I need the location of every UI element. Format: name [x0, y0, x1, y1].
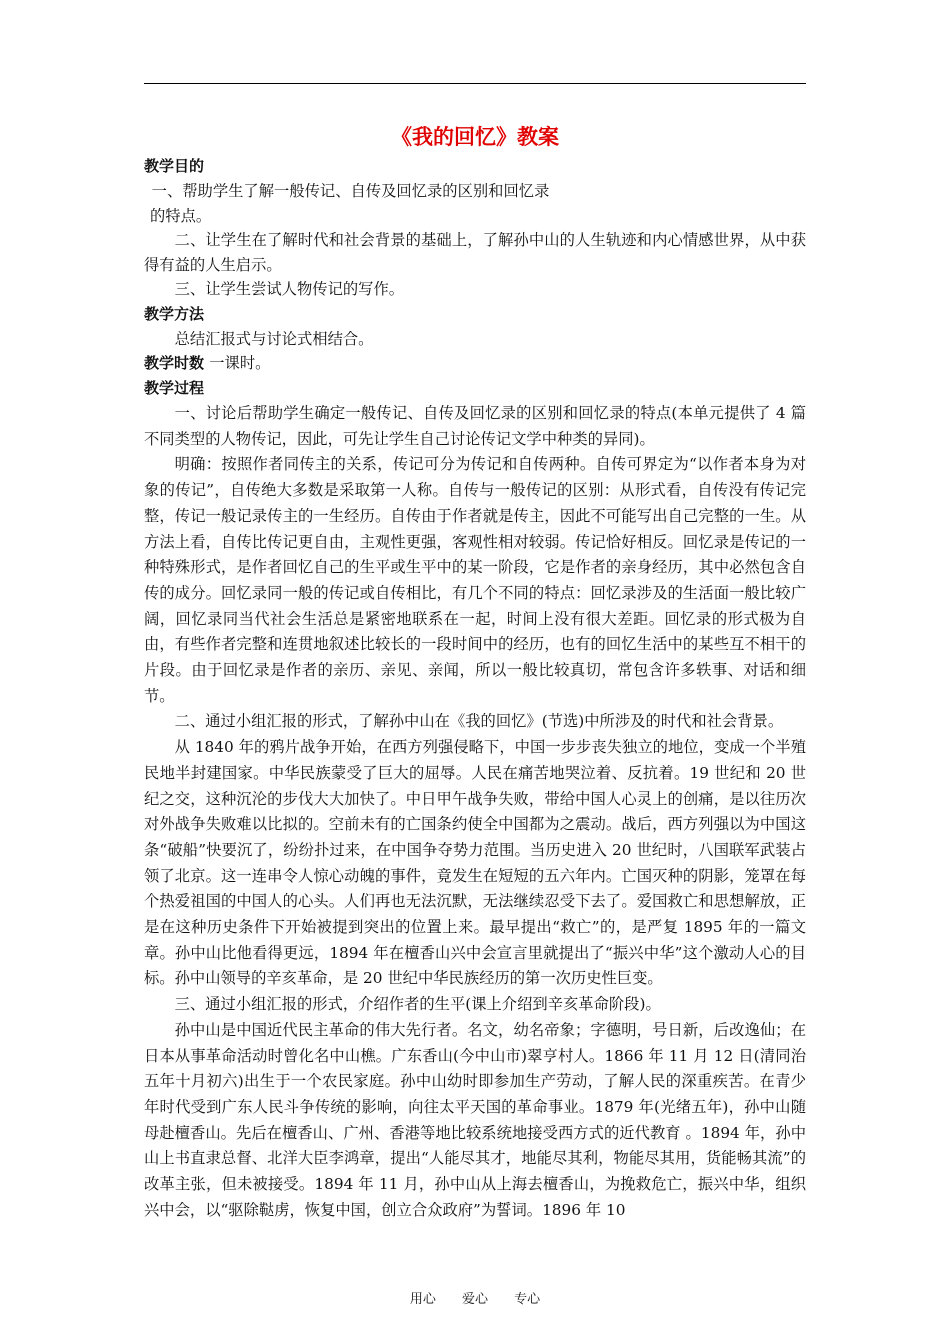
section-heading-goals: 教学目的 — [144, 157, 205, 175]
process-paragraph-2: 明确：按照作者同传主的关系，传记可分为传记和自传两种。自传可界定为“以作者本身为对象的传记”，自传绝大多数是采取第一人称。自传与一般传记的区别：从形式看，自传没有传记完整，传记一般记录传主的一生经历。自传由于作者就是传主，因此不可能写出自己完整的一生。从方法上看，自传比传记更自由，主观性更强，客观性相对较弱。传记恰好相反。回忆录是传记的一种特殊形式，是作者回忆自己的生平或生平中的某一阶段，它是作者的亲身经历，其中必然包含自传的成分。回忆录同一般的传记或自传相比，有几个不同的特点：回忆录涉及的生活面一般比较广阔，回忆录同当代社会生活总是紧密地联系在一起，时间上没有很大差距。回忆录的形式极为自由，有些作者完整和连贯地叙述比较长的一段时间中的经历，也有的回忆生活中的某些互不相干的片段。由于回忆录是作者的亲历、亲见、亲闻，所以一般比较真切，常包含许多轶事、对话和细节。 — [144, 455, 806, 705]
document-body — [144, 122, 806, 1224]
method-text: 总结汇报式与讨论式相结合。 — [174, 329, 374, 348]
goal-2: 二、让学生在了解时代和社会背景的基础上，了解孙中山的人生轨迹和内心情感世界，从中获得有益的人生启示。 — [144, 231, 806, 274]
section-heading-hours — [144, 351, 806, 376]
page-footer — [0, 1288, 950, 1307]
header-rule — [144, 83, 806, 84]
hours-heading: 教学时数 — [144, 354, 205, 372]
goal-1-line-2: 的特点。 — [150, 206, 212, 225]
footer-word-1: 用心 — [409, 1292, 436, 1307]
process-paragraph-5: 三、通过小组汇报的形式，介绍作者的生平(课上介绍到辛亥革命阶段)。 — [174, 995, 661, 1014]
process-paragraph-6: 孙中山是中国近代民主革命的伟大先行者。名文，幼名帝象；字德明，号日新，后改逸仙；在日本从事革命活动时曾化名中山樵。广东香山(今中山市)翠亨村人。1866 年 11 月 12 日(清同治五年十月初六)出生于一个农民家庭。孙中山幼时即参加生产劳动，了解人民的深重疾苦。在青少年时代受到广东人民斗争传统的影响，向往太平天国的革命事业。1879 年(光绪五年)，孙中山随母赴檀香山。先后在檀香山、广州、香港等地比较系统地接受西方式的近代教育 。1894 年，孙中山上书直隶总督、北洋大臣李鸿章，提出“人能尽其才，地能尽其利，物能尽其用，货能畅其流”的改革主张，但未被接受。1894 年 11 月，孙中山从上海去檀香山，为挽救危亡，振兴中华，组织兴中会，以“驱除鞑虏，恢复中国，创立合众政府”为誓词。1896 年 10 — [144, 1020, 806, 1219]
hours-text: 一课时。 — [209, 354, 271, 372]
goal-3: 三、让学生尝试人物传记的写作。 — [174, 280, 405, 298]
goal-1-line-1: 一、帮助学生了解一般传记、自传及回忆录的区别和回忆录 — [151, 182, 550, 200]
process-paragraph-3: 二、通过小组汇报的形式，了解孙中山在《我的回忆》(节选)中所涉及的时代和社会背景。 — [174, 712, 784, 731]
footer-word-3: 专心 — [514, 1292, 541, 1307]
process-paragraph-4: 从 1840 年的鸦片战争开始，在西方列强侵略下，中国一步步丧失独立的地位，变成一个半殖民地半封建国家。中华民族蒙受了巨大的屈辱。人民在痛苦地哭泣着、反抗着。19 世纪和 20 世纪之交，这种沉沦的步伐大大加快了。中日甲午战争失败，带给中国人心灵上的创痛，是以往历次对外战争失败难以比拟的。空前未有的亡国条约使全中国都为之震动。战后，西方列强以为中国这条“破船”快要沉了，纷纷扑过来，在中国争夺势力范围。当历史进入 20 世纪时，八国联军武装占领了北京。这一连串令人惊心动魄的事件，竟发生在短短的五六年内。亡国灭种的阴影，笼罩在每个热爱祖国的中国人的心头。人们再也无法沉默，无法继续忍受下去了。爱国救亡和思想解放，正是在这种历史条件下开始被提到突出的位置上来。最早提出“救亡”的，是严复 1895 年的一篇文章。孙中山比他看得更远，1894 年在檀香山兴中会宣言里就提出了“振兴中华”这个激动人心的目标。孙中山领导的辛亥革命，是 20 世纪中华民族经历的第一次历史性巨变。 — [144, 738, 806, 988]
footer-word-2: 爱心 — [461, 1292, 488, 1307]
document-title: 《我的回忆》教案 — [391, 124, 559, 149]
section-heading-process: 教学过程 — [144, 379, 205, 397]
process-paragraph-1: 一、讨论后帮助学生确定一般传记、自传及回忆录的区别和回忆录的特点(本单元提供了 4 篇不同类型的人物传记，因此，可先让学生自己讨论传记文学中种类的异同)。 — [144, 404, 806, 448]
section-heading-method: 教学方法 — [144, 304, 205, 323]
